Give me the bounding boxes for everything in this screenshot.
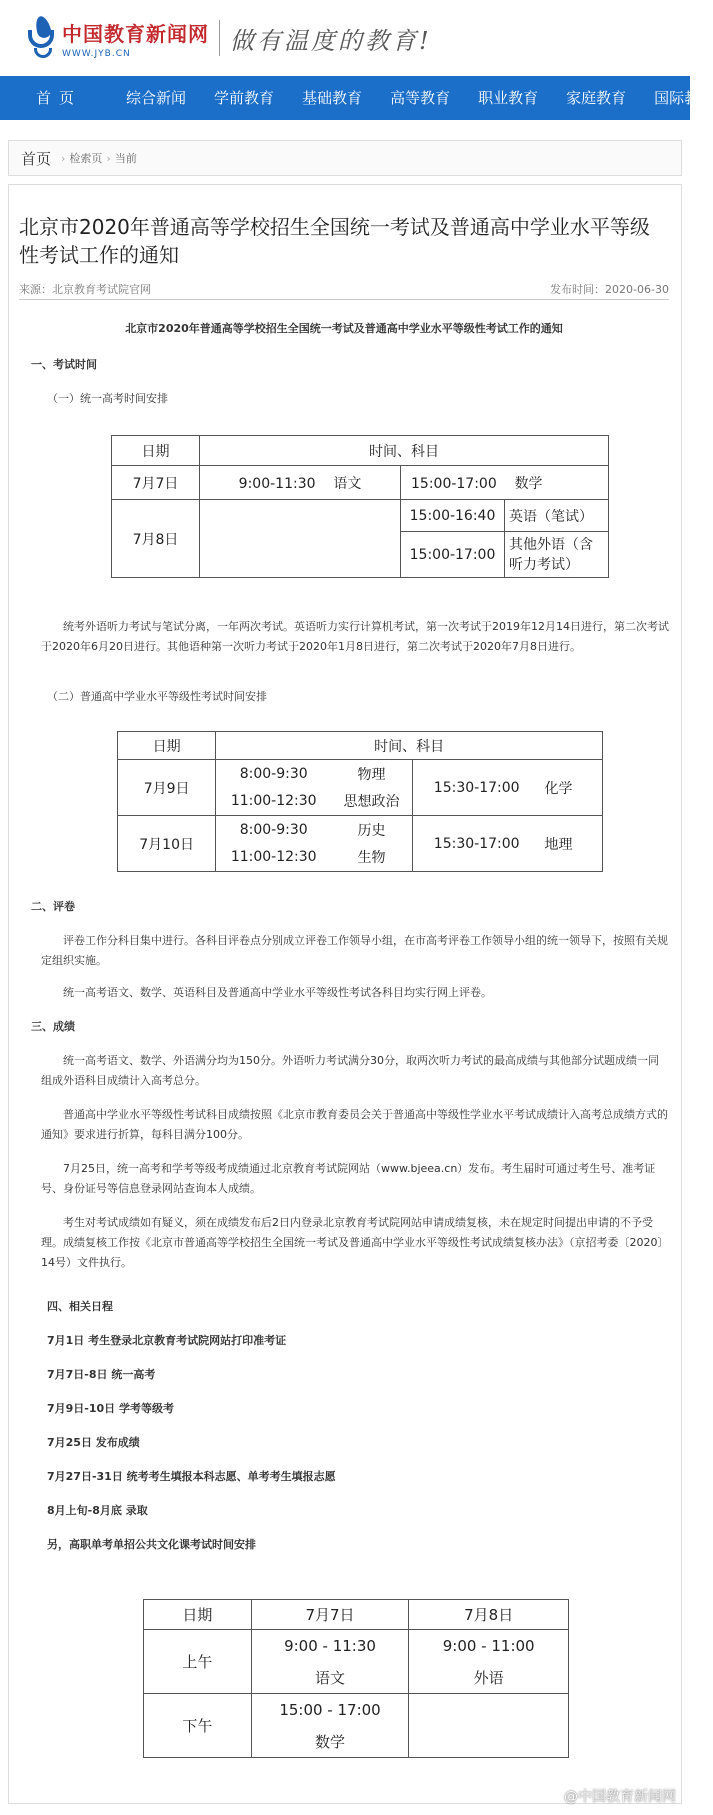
- table-cell: 15:00-16:40: [401, 500, 505, 532]
- subsection-gaokao-time: （一）统一高考时间安排: [47, 392, 168, 405]
- table-cell: 历史: [331, 816, 412, 844]
- subject-text: 语文: [333, 475, 362, 492]
- table-row: [118, 816, 603, 844]
- paragraph-scores-1: 统一高考语文、数学、外语满分均为150分。外语听力考试满分30分，取两次听力考试的最高成绩与其他部分试题成绩一同组成外语科目成绩计入高考总分。: [41, 1054, 659, 1087]
- section-scores: 三、成绩: [31, 1020, 75, 1033]
- table-cell: 数学: [251, 1726, 409, 1758]
- paragraph-scores-3: 7月25日，统一高考和学考等级考成绩通过北京教育考试院网站（www.bjeea.cn）发布。考生届时可通过考生号、准考证号、身份证号等信息登录网站查询本人成绩。: [41, 1162, 656, 1195]
- nav-international[interactable]: 国际教: [654, 89, 700, 107]
- list-item: 7月1日 考生登录北京教育考试院网站打印准考证: [47, 1334, 287, 1347]
- table-cell: 15:00 - 17:00: [251, 1694, 409, 1726]
- level-exam-schedule-table: [117, 731, 603, 872]
- table-row: [144, 1600, 569, 1630]
- table-cell: 上午: [144, 1630, 252, 1694]
- table-cell: 生物: [331, 844, 412, 872]
- table-cell: 11:00-12:30: [216, 788, 331, 816]
- table-header: 日期: [144, 1600, 252, 1630]
- time-text: 15:00-17:00: [411, 475, 497, 492]
- table-row: [144, 1630, 569, 1662]
- vocational-schedule-table: [143, 1599, 569, 1758]
- table-header: 日期: [118, 732, 216, 760]
- table-row: [112, 436, 609, 466]
- section-schedule: 四、相关日程: [47, 1300, 113, 1313]
- table-cell: [200, 466, 401, 500]
- table-cell: 语文: [251, 1662, 409, 1694]
- body-heading: 北京市2020年普通高等学校招生全国统一考试及普通高中学业水平等级性考试工作的通知: [125, 322, 563, 335]
- list-item: 8月上旬-8月底 录取: [47, 1504, 148, 1517]
- nav-general-news[interactable]: 综合新闻: [126, 89, 187, 107]
- table-cell: 7月7日: [112, 466, 200, 500]
- section-grading: 二、评卷: [31, 900, 75, 913]
- paragraph-scores-2: 普通高中学业水平等级性考试科目成绩按照《北京市教育委员会关于普通高中等级性学业水平考试成绩计入高考总成绩方式的通知》要求进行折算，每科目满分100分。: [41, 1108, 668, 1141]
- breadcrumb: [8, 140, 682, 176]
- table-cell: 其他外语（含听力考试）: [505, 532, 609, 578]
- table-row: [144, 1694, 569, 1726]
- nav-home[interactable]: 首页: [36, 89, 83, 107]
- table-row: [112, 500, 609, 532]
- paragraph-grading-2: 统一高考语文、数学、英语科目及普通高中学业水平等级性考试各科目均实行网上评卷。: [63, 986, 492, 999]
- gaokao-schedule-table: [111, 435, 609, 578]
- section-exam-time: 一、考试时间: [31, 358, 97, 371]
- table-header: 时间、科目: [216, 732, 603, 760]
- nav-basic[interactable]: 基础教育: [302, 89, 363, 107]
- table-cell: 物理: [331, 760, 412, 788]
- table-cell: 化学: [541, 760, 603, 816]
- meta-divider: [19, 299, 669, 300]
- site-header: [0, 0, 690, 76]
- table-header: 7月8日: [409, 1600, 569, 1630]
- list-item: 7月27日-31日 统考考生填报本科志愿、单考考生填报志愿: [47, 1470, 336, 1483]
- list-item: 7月25日 发布成绩: [47, 1436, 140, 1449]
- weibo-watermark: @中国教育新闻网: [564, 1789, 676, 1805]
- logo-divider: [219, 20, 220, 56]
- table-cell: 下午: [144, 1694, 252, 1758]
- table-header: 时间、科目: [200, 436, 609, 466]
- table-cell: [401, 466, 609, 500]
- breadcrumb-search[interactable]: 检索页: [69, 152, 103, 165]
- article: [8, 184, 682, 1804]
- site-logo[interactable]: [26, 16, 432, 60]
- table-cell: 7月9日: [118, 760, 216, 816]
- main-nav: [0, 76, 700, 120]
- table-cell: 思想政治: [331, 788, 412, 816]
- table-row: [118, 760, 603, 788]
- subject-text: 数学: [514, 475, 543, 492]
- table-cell: 7月10日: [118, 816, 216, 872]
- article-meta: [19, 281, 669, 297]
- table-cell: 15:30-17:00: [412, 760, 540, 816]
- list-item: 7月7日-8日 统一高考: [47, 1368, 156, 1381]
- article-date: 发布时间：2020-06-30: [550, 283, 669, 296]
- logo-name: 中国教育新闻网: [62, 21, 209, 46]
- table-row: [112, 466, 609, 500]
- table-cell: 外语: [409, 1662, 569, 1694]
- table-cell: 8:00-9:30: [216, 816, 331, 844]
- table-cell: [409, 1694, 569, 1758]
- flame-logo-icon: [26, 16, 56, 60]
- breadcrumb-home[interactable]: 首页: [21, 149, 52, 168]
- article-source: 来源：北京教育考试院官网: [19, 283, 151, 296]
- table-cell: 7月8日: [112, 500, 200, 578]
- table-cell: 8:00-9:30: [216, 760, 331, 788]
- table-cell: 英语（笔试）: [505, 500, 609, 532]
- table-row: [118, 732, 603, 760]
- paragraph-scores-4: 考生对考试成绩如有疑义，须在成绩发布后2日内登录北京教育考试院网站申请成绩复核，未在规定时间提出申请的不予受理。成绩复核工作按《北京市普通高等学校招生全国统一考试及普通高中学业水平等级性考试成绩复核办法》（京招考委〔2020〕14号）文件执行。: [41, 1216, 669, 1269]
- breadcrumb-separator: ›: [106, 151, 111, 165]
- slogan: 做有温度的教育!: [230, 26, 432, 55]
- table-header: 日期: [112, 436, 200, 466]
- table-cell: 地理: [541, 816, 603, 872]
- table-cell: 9:00 - 11:00: [409, 1630, 569, 1662]
- table-cell: 9:00 - 11:30: [251, 1630, 409, 1662]
- table-cell: 15:30-17:00: [412, 816, 540, 872]
- table-cell: 11:00-12:30: [216, 844, 331, 872]
- breadcrumb-separator: ›: [61, 151, 66, 165]
- nav-preschool[interactable]: 学前教育: [214, 89, 275, 107]
- table-cell: [200, 500, 401, 578]
- paragraph-grading-1: 评卷工作分科目集中进行。各科目评卷点分别成立评卷工作领导小组，在市高考评卷工作领导小组的统一领导下，按照有关规定组织实施。: [41, 934, 668, 967]
- breadcrumb-current: 当前: [114, 152, 137, 165]
- nav-family[interactable]: 家庭教育: [566, 89, 627, 107]
- paragraph-listening: 统考外语听力考试与笔试分离，一年两次考试。英语听力实行计算机考试，第一次考试于2019年12月14日进行，第二次考试于2020年6月20日进行。其他语种第一次听力考试于2020年1月8日进行，第二次考试于2020年7月8日进行。: [41, 620, 669, 653]
- nav-vocational[interactable]: 职业教育: [478, 89, 539, 107]
- time-text: 9:00-11:30: [238, 475, 316, 492]
- logo-url: WWW.JYB.CN: [62, 48, 131, 59]
- list-item: 7月9日-10日 学考等级考: [47, 1402, 175, 1415]
- table-cell: 15:00-17:00: [401, 532, 505, 578]
- paragraph-vocational: 另，高职单考单招公共文化课考试时间安排: [47, 1538, 256, 1551]
- nav-higher[interactable]: 高等教育: [390, 89, 451, 107]
- table-header: 7月7日: [251, 1600, 409, 1630]
- subsection-level-exam-time: （二）普通高中学业水平等级性考试时间安排: [47, 690, 267, 703]
- article-title: 北京市2020年普通高等学校招生全国统一考试及普通高中学业水平等级性考试工作的通知: [19, 215, 650, 267]
